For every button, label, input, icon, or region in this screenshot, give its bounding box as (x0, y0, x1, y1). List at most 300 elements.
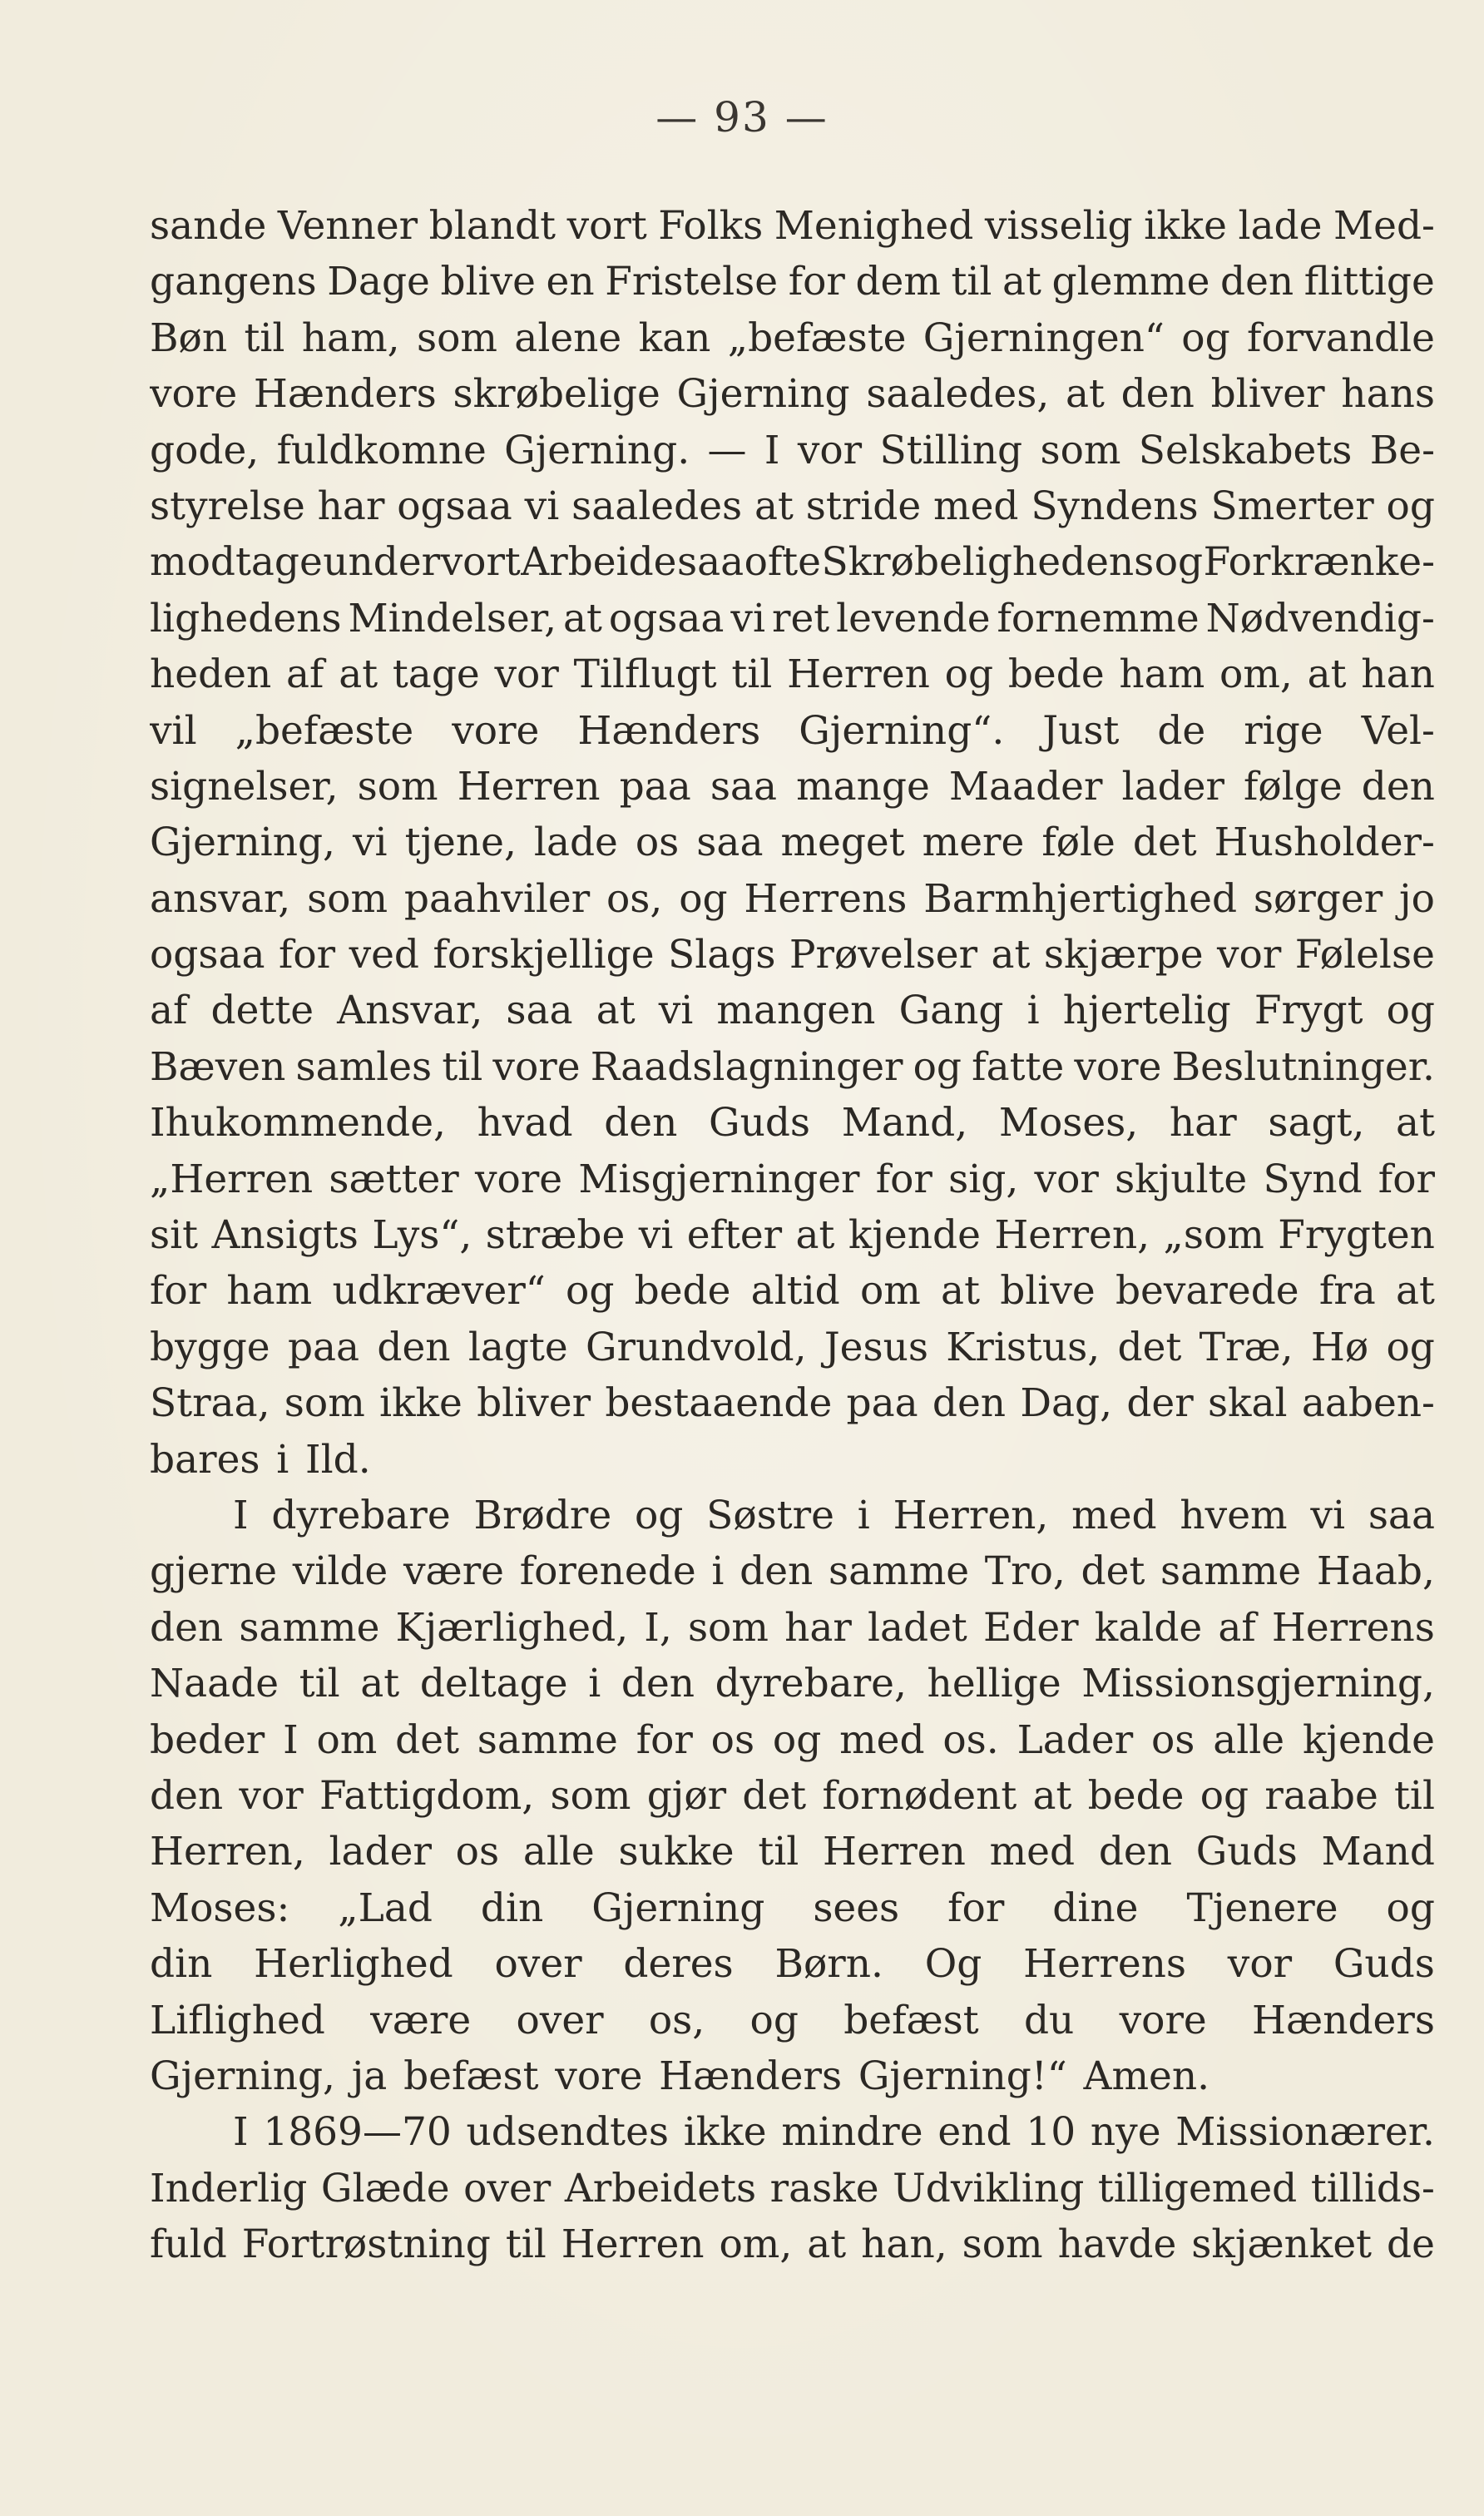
word: skjærpe (1043, 932, 1204, 978)
word: tillids- (1310, 2165, 1435, 2211)
word: flittige (1303, 259, 1435, 305)
word: Hænders (1252, 1997, 1435, 2043)
word: at (941, 1268, 980, 1315)
word: kalde (1094, 1604, 1203, 1651)
word: Nødvendig- (1205, 595, 1435, 641)
word: for (947, 1885, 1005, 1931)
word: lader (1121, 763, 1224, 810)
word: Fattigdom, (319, 1772, 535, 1819)
word: mere (922, 820, 1025, 866)
word: har (784, 1604, 852, 1651)
word: bestaaende (605, 1380, 833, 1427)
word: Barmhjertighed (923, 875, 1238, 922)
text-line (150, 983, 1435, 1038)
word: Gang (898, 988, 1004, 1034)
word: visselig (984, 203, 1133, 249)
word: til (505, 2221, 547, 2268)
word: hjertelig (1062, 988, 1231, 1034)
word: Selskabets (1138, 427, 1353, 473)
word: Herren (787, 651, 930, 698)
word: Bæven (150, 1043, 286, 1090)
text-line (150, 1375, 1435, 1431)
text-line (150, 478, 1435, 534)
word: til (731, 651, 773, 698)
word: til (442, 1043, 483, 1090)
word: Gjerningen“ (923, 314, 1165, 361)
word: Herrens (744, 875, 908, 922)
word: 10 (1026, 2109, 1076, 2156)
page-number: — 93 — (655, 93, 829, 141)
word: vi (658, 988, 694, 1034)
word: paa (287, 1324, 360, 1370)
word: Herrens (1023, 1941, 1187, 1988)
word: skjulte (1115, 1156, 1248, 1202)
word: Eder (982, 1604, 1079, 1651)
word: paahviler (403, 875, 591, 922)
word: Gjerning (591, 1885, 765, 1931)
word: samme (828, 1548, 970, 1595)
word: skjænket (1191, 2221, 1373, 2268)
word: sit (150, 1212, 199, 1259)
word: fuld (150, 2221, 227, 2268)
word: deltage (419, 1661, 568, 1707)
word: bliver (477, 1380, 591, 1427)
word: raske (769, 2165, 879, 2211)
word: vore (492, 1043, 581, 1090)
text-line (150, 1824, 1435, 1880)
word: Missionærer. (1175, 2109, 1435, 2156)
word: om, (1219, 651, 1293, 698)
word: Tro, (984, 1548, 1066, 1595)
word: altid (750, 1268, 840, 1315)
word: dyrebare, (715, 1661, 907, 1707)
word: det (1117, 1324, 1182, 1370)
word: efter (686, 1212, 783, 1259)
word: af (150, 988, 188, 1034)
word: at (1032, 1772, 1072, 1819)
word: „Lad (338, 1885, 433, 1931)
word: lighedens (150, 595, 342, 641)
word: med (839, 1716, 925, 1763)
word: om (316, 1716, 378, 1763)
word: Lys“, (372, 1212, 472, 1259)
word: for (278, 932, 336, 978)
word: Be- (1369, 427, 1435, 473)
word: vor (1034, 1156, 1099, 1202)
word: for (875, 1156, 932, 1202)
word: forvandle (1247, 314, 1435, 361)
word: for (788, 259, 845, 305)
word: og (1386, 1885, 1435, 1931)
word: du (1023, 1997, 1075, 2043)
word: beder (150, 1716, 265, 1763)
text-line (150, 1712, 1435, 1768)
word: rige (1244, 707, 1323, 754)
text-line (150, 1993, 1435, 2048)
word: deres (623, 1941, 734, 1988)
word: sørger (1253, 875, 1383, 922)
word: din (480, 1885, 544, 1931)
word: Ansvar, (337, 988, 483, 1034)
word: at (1066, 371, 1105, 418)
word: om, (719, 2221, 793, 2268)
word: blive (1000, 1268, 1096, 1315)
word: Forkrænke- (1203, 539, 1435, 586)
word: end (937, 2109, 1012, 2156)
word: hellige (927, 1661, 1061, 1707)
word: som (687, 1604, 769, 1651)
text-line (150, 1095, 1435, 1151)
text-line (150, 927, 1435, 983)
word: at (807, 2221, 847, 2268)
word: og (772, 1716, 822, 1763)
word: os (1150, 1716, 1195, 1763)
word: styrelse (150, 483, 305, 529)
word: af (286, 651, 324, 698)
word: Menighed (774, 203, 974, 249)
word: i (1026, 988, 1040, 1034)
word: sagt, (1268, 1100, 1365, 1147)
word: jo (1399, 875, 1435, 922)
word: gode, (150, 427, 260, 473)
word: Frygt (1254, 988, 1363, 1034)
word: dyrebare (271, 1492, 451, 1538)
body-text (150, 198, 1435, 2272)
word: Venner (277, 203, 418, 249)
word: saa (1368, 1492, 1435, 1538)
word: Ihukommende, (150, 1100, 446, 1147)
word: Fristelse (605, 259, 779, 305)
word: Slags (668, 932, 776, 978)
word: vi (524, 483, 560, 529)
word: har (1169, 1100, 1237, 1147)
word: med (1071, 1492, 1157, 1538)
word: Herren, (150, 1829, 305, 1875)
word: den (604, 1100, 678, 1147)
word: Gjerning, (150, 2053, 335, 2099)
word: vort (566, 203, 647, 249)
word: til (1394, 1772, 1435, 1819)
word: at (596, 988, 636, 1034)
word: mangen (716, 988, 876, 1034)
word: Hænders (659, 2053, 843, 2099)
text-line (150, 1600, 1435, 1656)
word: fra (1318, 1268, 1376, 1315)
word: føle (1041, 820, 1115, 866)
word: vore (452, 707, 540, 754)
word: Herlighed (254, 1941, 453, 1988)
word: den (932, 1380, 1007, 1427)
word: ret (771, 595, 830, 641)
word: for (636, 1716, 693, 1763)
word: sukke (618, 1829, 735, 1875)
word: forenede (519, 1548, 696, 1595)
word: alle (522, 1829, 595, 1875)
word: ogsaa (608, 595, 725, 641)
word: det (1132, 820, 1197, 866)
word: ansvar, (150, 875, 291, 922)
word: for (1378, 1156, 1435, 1202)
text-line (150, 871, 1435, 927)
word: til (758, 1829, 799, 1875)
word: og (1386, 1324, 1435, 1370)
word: der (1126, 1380, 1194, 1427)
word: „befæste (235, 707, 414, 754)
word: bygge (150, 1324, 270, 1370)
word: det (395, 1716, 459, 1763)
text-line (150, 2161, 1435, 2216)
word: dem (855, 259, 941, 305)
word: den (377, 1324, 451, 1370)
word: saa (676, 539, 744, 586)
word: som (962, 2221, 1043, 2268)
word: sætter (329, 1156, 459, 1202)
word: havde (1057, 2221, 1177, 2268)
word: I (233, 2109, 249, 2156)
word: saaledes, (866, 371, 1050, 418)
word: ladet (867, 1604, 967, 1651)
word: udsendtes (466, 2109, 669, 2156)
word: din (150, 1941, 213, 1988)
word: følge (1244, 763, 1343, 810)
text-line (150, 1488, 1435, 1543)
word: Tjenere (1186, 1885, 1338, 1931)
word: 1869—70 (263, 2109, 452, 2156)
word: den (150, 1772, 224, 1819)
word: mindre (781, 2109, 923, 2156)
word: med (989, 1829, 1076, 1875)
word: os (455, 1829, 500, 1875)
word: dette (210, 988, 314, 1034)
word: til (951, 259, 992, 305)
word: lagte (467, 1324, 568, 1370)
word: I (283, 1716, 299, 1763)
word: gjerne (150, 1548, 278, 1595)
word: at (339, 651, 378, 698)
word: over (463, 2165, 552, 2211)
word: Skrøbelighedens (821, 539, 1155, 586)
word: glemme (1051, 259, 1210, 305)
word: samme (239, 1604, 380, 1651)
word: den (621, 1661, 695, 1707)
word: saa (506, 988, 573, 1034)
word: blive (440, 259, 536, 305)
word: os, (648, 1997, 705, 2043)
word: os (635, 820, 680, 866)
word: hvad (477, 1100, 573, 1147)
word: om (859, 1268, 921, 1315)
word: Vel- (1361, 707, 1435, 754)
word: Tilflugt (573, 651, 717, 698)
text-line (150, 310, 1435, 366)
word: Brødre (473, 1492, 612, 1538)
word: Synd (1263, 1156, 1363, 1202)
word: Inderlig (150, 2165, 308, 2211)
word: vor (1217, 932, 1282, 978)
word: Mand, (841, 1100, 968, 1147)
word: ham (226, 1268, 313, 1315)
word: Hø (1310, 1324, 1369, 1370)
text-line (150, 2216, 1435, 2272)
word: til (299, 1661, 340, 1707)
word: bede (1007, 651, 1105, 698)
word: „befæste (727, 314, 907, 361)
word: ogsaa (397, 483, 512, 529)
word: den (1120, 371, 1195, 418)
word: Husholder- (1214, 820, 1435, 866)
word: I, (644, 1604, 672, 1651)
text-line (150, 1432, 1435, 1488)
text-line (150, 1656, 1435, 1711)
word: udkræver“ (332, 1268, 546, 1315)
text-line (150, 1320, 1435, 1375)
word: tjene, (404, 820, 517, 866)
word: aaben- (1301, 1380, 1435, 1427)
word: bede (634, 1268, 731, 1315)
word: tilligemed (1097, 2165, 1298, 2211)
word: fuldkomne (276, 427, 487, 473)
word: sande (150, 203, 267, 249)
word: Syndens (1031, 483, 1199, 529)
text-line (150, 1207, 1435, 1263)
word: for (150, 1268, 207, 1315)
word: modtage (150, 539, 323, 586)
word: Og (924, 1941, 982, 1988)
word: at (360, 1661, 400, 1707)
word: befæst (403, 2053, 539, 2099)
word: ikke (1144, 203, 1227, 249)
word: hans (1341, 371, 1435, 418)
word: har (317, 483, 385, 529)
word: bliver (1210, 371, 1325, 418)
word: tage (392, 651, 480, 698)
word: og (749, 1997, 799, 2043)
word: Gjerning!“ (858, 2053, 1067, 2099)
word: Jesus (824, 1324, 928, 1370)
word: bede (1087, 1772, 1185, 1819)
text-line (150, 2104, 1435, 2160)
word: den (150, 1604, 224, 1651)
word: ikke (683, 2109, 767, 2156)
word: stræbe (485, 1212, 626, 1259)
word: blandt (428, 203, 556, 249)
word: vor (797, 427, 863, 473)
word: og (679, 875, 728, 922)
word: med (933, 483, 1019, 529)
word: skrøbelige (453, 371, 660, 418)
word: Beslutninger. (1171, 1043, 1435, 1090)
word: i (588, 1661, 601, 1707)
word: ofte (744, 539, 821, 586)
word: vort (440, 539, 521, 586)
word: ikke (379, 1380, 463, 1427)
word: at (991, 932, 1031, 978)
word: Liflighed (150, 1997, 325, 2043)
word: den (740, 1548, 814, 1595)
word: ham, (301, 314, 400, 361)
word: vi (638, 1212, 674, 1259)
word: og (634, 1492, 684, 1538)
word: Maader (948, 763, 1103, 810)
word: befæst (843, 1997, 979, 2043)
word: Gjerning (676, 371, 850, 418)
text-line (150, 254, 1435, 310)
text-line (150, 1936, 1435, 1992)
word: det (742, 1772, 807, 1819)
text-line (150, 534, 1435, 590)
word: at (754, 483, 794, 529)
word: vi (1310, 1492, 1346, 1538)
word: at (563, 595, 602, 641)
word: Guds (1195, 1829, 1298, 1875)
word: under (323, 539, 441, 586)
word: Herrens (1271, 1604, 1435, 1651)
text-line (150, 1039, 1435, 1095)
word: og (913, 1043, 962, 1090)
word: Moses, (998, 1100, 1139, 1147)
text-line (150, 423, 1435, 478)
word: som (416, 314, 497, 361)
word: paa (846, 1380, 918, 1427)
word: alene (514, 314, 622, 361)
word: dine (1052, 1885, 1139, 1931)
word: Gjerning“. (799, 707, 1005, 754)
word: samles (295, 1043, 433, 1090)
word: Straa, (150, 1380, 270, 1427)
word: alle (1213, 1716, 1285, 1763)
word: fornemme (997, 595, 1200, 641)
text-line (150, 2048, 1435, 2104)
word: Smerter (1210, 483, 1374, 529)
word: Misgjerninger (578, 1156, 860, 1202)
word: Arbeide (521, 539, 677, 586)
word: skal (1207, 1380, 1288, 1427)
word: kan (638, 314, 711, 361)
word: Frygten (1278, 1212, 1435, 1259)
word: heden (150, 651, 272, 698)
word: samme (1160, 1548, 1302, 1595)
text-line (150, 759, 1435, 815)
word: „Herren (150, 1156, 314, 1202)
word: raabe (1264, 1772, 1378, 1819)
word: Bøn (150, 314, 228, 361)
word: den (1220, 259, 1294, 305)
word: og (1386, 988, 1435, 1034)
word: en (546, 259, 595, 305)
word: i (276, 1436, 289, 1483)
word: hvem (1180, 1492, 1288, 1538)
word: saa (696, 820, 764, 866)
word: Mindelser, (348, 595, 557, 641)
word: Gjerning, (150, 820, 335, 866)
word: stride (805, 483, 922, 529)
word: os (710, 1716, 755, 1763)
word: vore (1119, 1997, 1207, 2043)
word: Lader (1017, 1716, 1134, 1763)
word: vil (150, 707, 197, 754)
word: Herren, (893, 1492, 1049, 1538)
word: Ansigts (211, 1212, 359, 1259)
word: samme (477, 1716, 618, 1763)
word: os, (606, 875, 663, 922)
word: som (307, 875, 388, 922)
word: Træ, (1199, 1324, 1294, 1370)
word: Arbeidets (564, 2165, 757, 2211)
word: de (1387, 2221, 1435, 2268)
word: vore (150, 371, 238, 418)
text-line (150, 198, 1435, 254)
word: Herren (561, 2221, 705, 2268)
